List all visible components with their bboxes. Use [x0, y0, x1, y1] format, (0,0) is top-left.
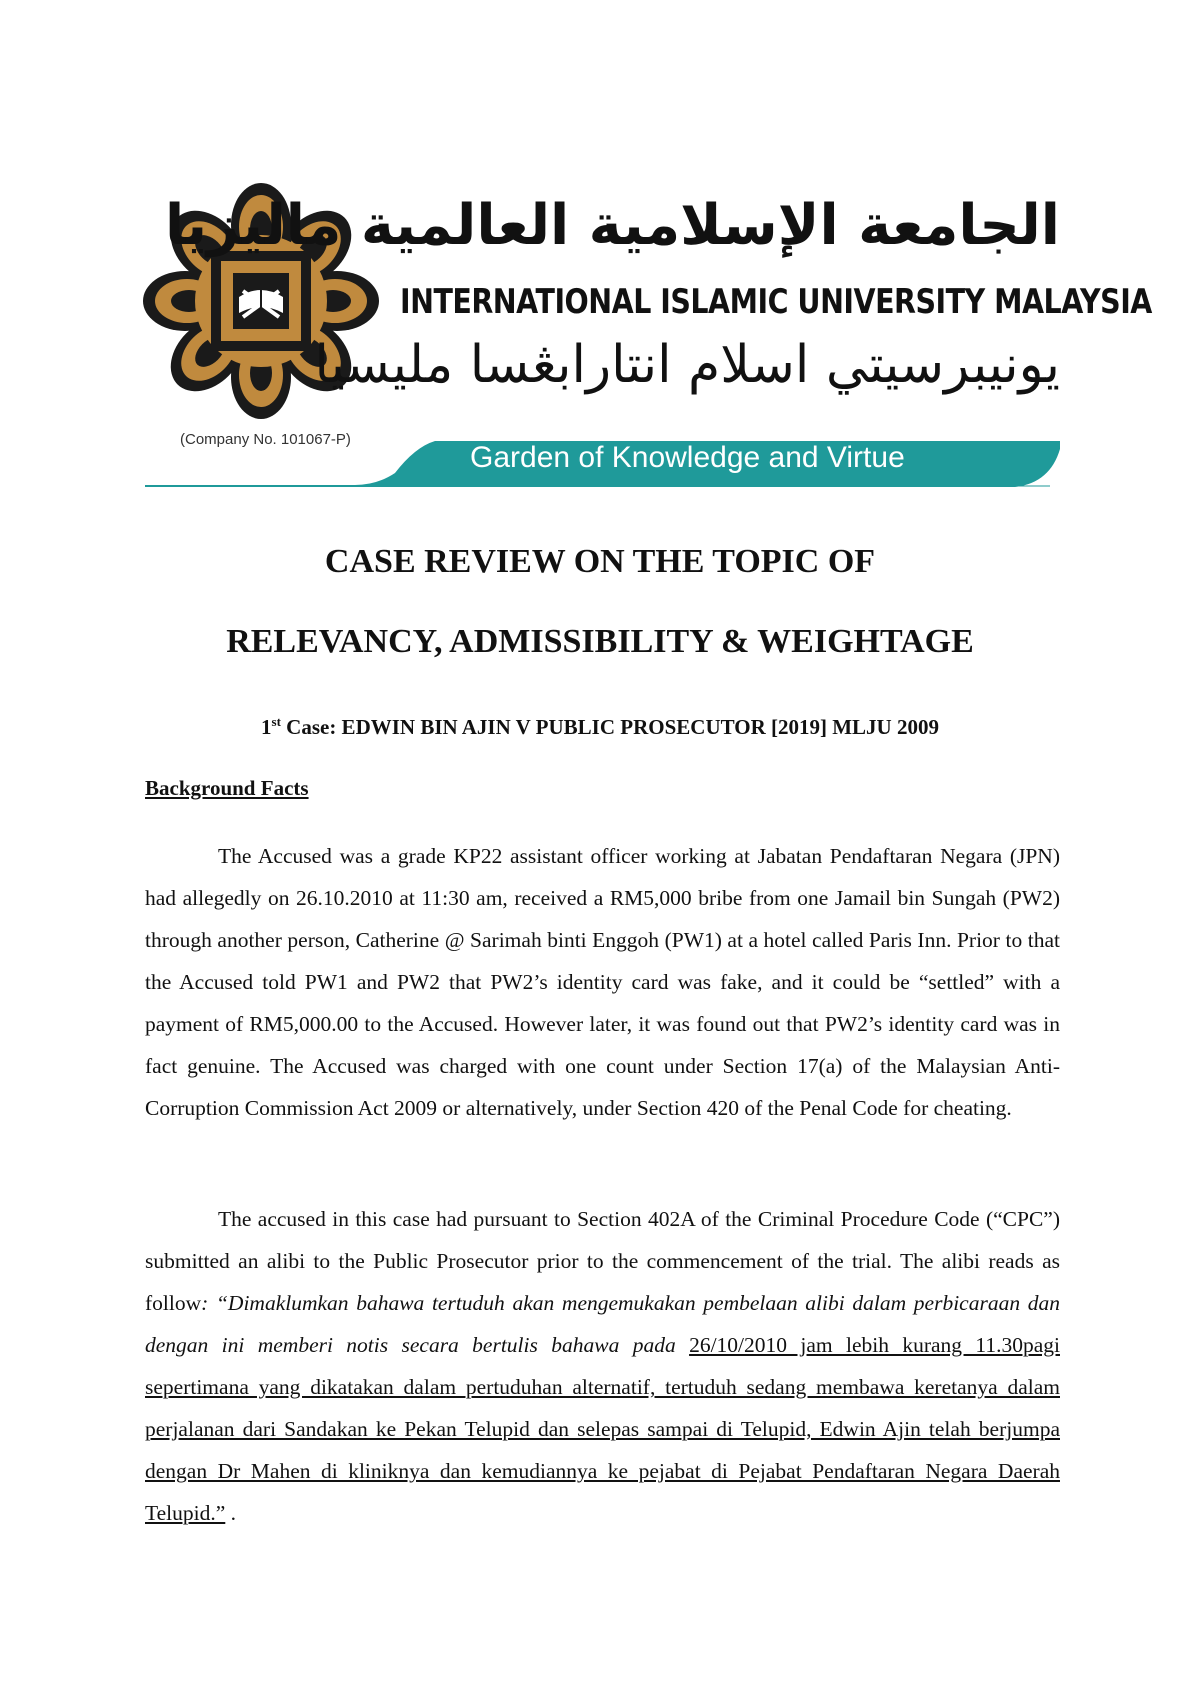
document-title-line-1: CASE REVIEW ON THE TOPIC OF	[324, 543, 876, 580]
paragraph-alibi	[145, 1198, 1060, 1534]
university-name-jawi: يونيبرسيتي اسلام انتارابڠسا مليسيا	[314, 335, 1060, 395]
case-citation: Case: EDWIN BIN AJIN V PUBLIC PROSECUTOR [2019] MLJU 2009	[280, 715, 939, 739]
paragraph-facts: The Accused was a grade KP22 assistant officer working at Jabatan Pendaftaran Negara (JPN) had allegedly on 26.10.2010 at 11:30 am, received a RM5,000 bribe from one Jamail bin Sungah (PW2) through another person, Catherine @ Sarimah binti Enggoh (PW1) at a hotel called Paris Inn. Prior to that the Accused told PW1 and PW2 that PW2’s identity card was fake, and it could be “settled” with a payment of RM5,000.00 to the Accused. However later, it was found out that PW2’s identity card was in fact genuine. The Accused was charged with one count under Section 17(a) of the Malaysian Anti-Corruption Commission Act 2009 or alternatively, under Section 420 of the Penal Code for cheating.	[145, 844, 1060, 1120]
alibi-quote-text: “Dimaklumkan bahawa tertuduh akan mengemukakan pembelaan alibi dalam perbicaraan dan dengan ini memberi notis secara bertulis bahawa pada	[145, 1291, 1060, 1357]
section-heading-background-facts: Background Facts	[145, 776, 309, 800]
alibi-quote-underlined-text: 26/10/2010 jam lebih kurang 11.30pagi sepertimana yang dikatakan dalam pertuduhan alternatif, tertuduh sedang membawa keretanya dalam perjalanan dari Sandakan ke Pekan Telupid dan selepas sampai di Telupid, Edwin Ajin telah berjumpa dengan Dr Mahen di kliniknya dan kemudiannya ke pejabat di Pejabat Pendaftaran Negara Daerah Telupid.”	[145, 1333, 1060, 1525]
company-number: (Company No. 101067-P)	[180, 431, 351, 448]
alibi-intro-text: The accused in this case had pursuant to Section 402A of the Criminal Procedure Code (“CPC”) submitted an alibi to the Public Prosecutor prior to the commencement of the trial. The alibi reads as follow	[145, 1207, 1060, 1315]
case-heading	[0, 708, 1200, 741]
case-ordinal-number: 1	[261, 715, 272, 739]
tagline: Garden of Knowledge and Virtue	[470, 441, 905, 474]
university-name-english: INTERNATIONAL ISLAMIC UNIVERSITY MALAYSIA	[400, 282, 1152, 322]
document-title-line-2: RELEVANCY, ADMISSIBILITY & WEIGHTAGE	[226, 623, 974, 660]
university-name-arabic: الجامعة الإسلامية العالمية ماليزيا	[164, 193, 1060, 258]
alibi-colon: :	[201, 1291, 216, 1315]
case-ordinal-suffix: st	[271, 714, 281, 729]
letterhead	[145, 185, 1152, 485]
alibi-end-mark: .	[225, 1501, 237, 1525]
